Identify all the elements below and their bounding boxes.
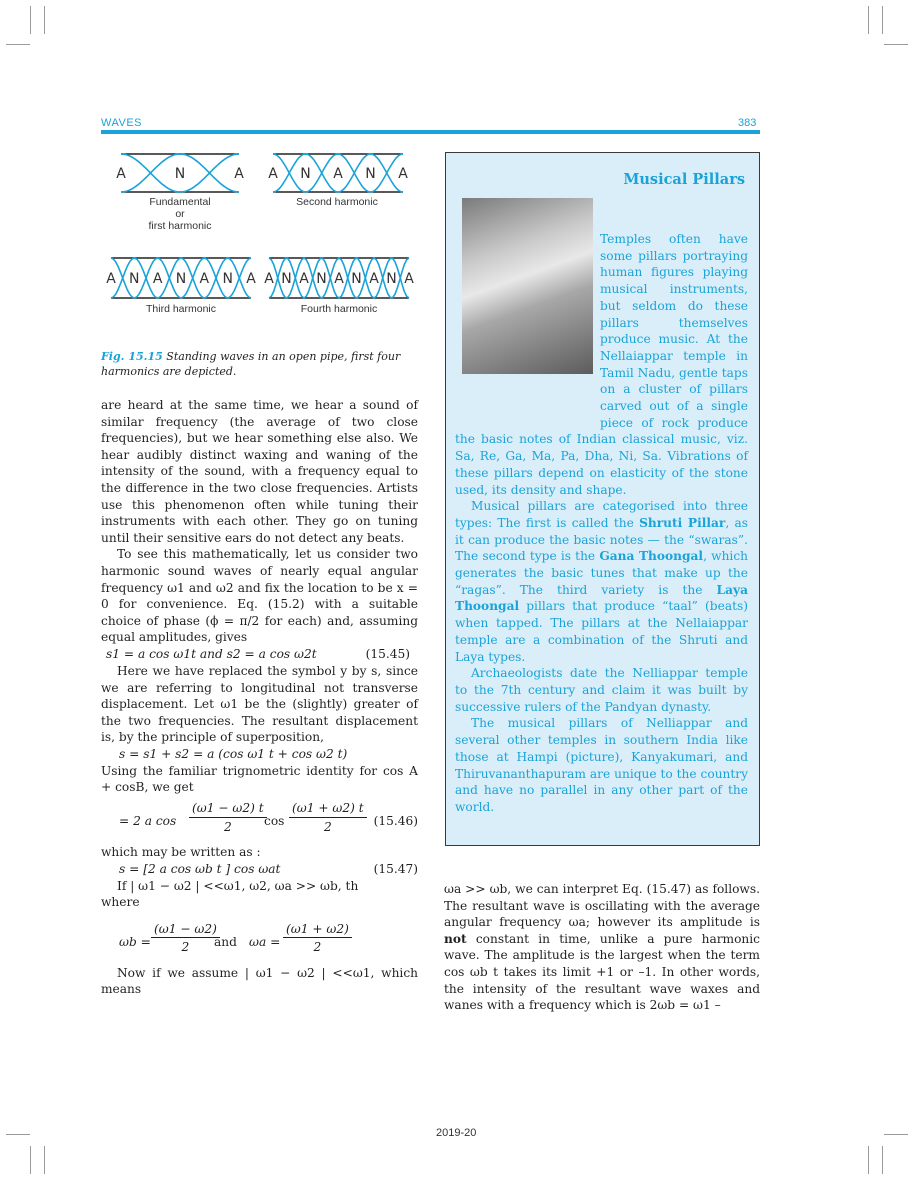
paragraph: are heard at the same time, we hear a sound of similar frequency (the average of two close frequencies), but we hear something else also. We hear audibly distinct waxing and waning of the intensity of the sound, with a frequency equal to the difference in the two close frequencies. Artists use this phenomenon often while tuning their instruments with each other. They go on tuning until their sensitive ears do not detect any beats. [101,398,418,545]
antinode-label: A [234,166,244,182]
text-run: ωa >> ωb, we can interpret Eq. (15.47) as follows. The resultant wave is oscillating with the average angular frequency ωa; however its amplitude is [444,882,760,930]
equation-text: = 2 a cos [119,814,177,829]
footer-year: 2019-20 [436,1127,477,1139]
paragraph: Now if we assume | ω1 − ω2 | <<ω1, which means [101,965,418,997]
equation-text: s1 = a cos ω1t and s2 = a cos ω2t [106,646,317,661]
equation-text: cos [264,814,285,829]
antinode-label: A [333,166,343,182]
box-text [455,191,748,816]
node-label: N [365,166,376,182]
right-column [444,881,760,1014]
crop-mark [44,1146,45,1174]
panel-label-fundamental: Fundamental or first harmonic [148,196,212,232]
box-paragraph: The musical pillars of Nelliappar and several other temples in southern India like those at Hampi (picture), Kanyakumari, and Thiruvananthapuram are unique to the country and have no parallel in any other part of the world. [455,716,748,814]
node-label: N [316,271,327,287]
page-number: 383 [738,117,757,129]
fraction [289,800,367,835]
box-title: Musical Pillars [623,171,745,188]
box-paragraph: Archaeologists date the Nelliappar temple to the 7th century and claim it was built by successive rulers of the Pandyan dynasty. [455,666,748,714]
paragraph: If | ω1 − ω2 | <<ω1, ω2, ωa >> ωb, th [117,878,359,893]
equation-text: and [214,934,237,949]
equation-text: s = [2 a cos ωb t ] cos ωat [119,861,281,876]
harmonic-panel-1 [116,154,244,192]
antinode-label: A [264,271,274,287]
paragraph [444,881,760,1014]
laya-thoongal-term: Laya Thoongal [455,582,748,614]
crop-mark [30,6,31,34]
emphasis-not: not [444,931,467,946]
fraction [189,800,267,835]
equation-15-45 [101,646,418,663]
equation-text: ωa = [249,934,281,949]
box-text-run: Musical pillars are categorised into three types: The first is called the [455,499,748,530]
fraction [283,921,352,956]
equation-number: (15.45) [365,646,410,661]
equation-number: (15.47) [373,861,418,876]
equation-text: ωb = [119,934,151,949]
equation-15-46 [101,800,418,844]
node-label: N [281,271,292,287]
crop-mark [868,1146,869,1174]
paragraph: where [101,895,140,910]
crop-mark [884,44,908,45]
shruti-pillar-term: Shruti Pillar [639,515,726,530]
crop-mark [6,1134,30,1135]
denominator: 2 [181,940,190,955]
text-run: constant in time, unlike a pure harmonic wave. The amplitude is the largest when the term cos ωb t takes its limit +1 or –1. In other words, the intensity of the resultant wave waxes and wanes with a frequency which is 2ωb = ω1 – [444,931,760,1013]
harmonic-panel-2 [268,154,408,192]
node-label: N [129,271,140,287]
box-paragraph: Temples often have some pillars portraying human figures playing musical instruments, but seldom do these pillars themselves produce music. At the Nellaiappar temple in Tamil Nadu, gentle taps on a cluster of pillars carved out of a single piece of rock produce the basic notes of Indian classical music, viz. Sa, Re, Ga, Ma, Pa, Dha, Ni, Sa. Vibrations of these pillars depend on elasticity of the stone used, its density and shape. [455,232,748,497]
box-paragraph [455,498,748,665]
numerator: (ω1 − ω2) t [189,800,267,818]
box-text-run: , as it can produce the basic notes — the “swaras”. The second type is the [455,515,748,564]
numerator: (ω1 + ω2) [283,921,352,939]
antinode-label: A [246,271,256,287]
antinode-label: A [404,271,414,287]
equation-omega-definitions [101,921,418,965]
antinode-label: A [106,271,116,287]
denominator: 2 [323,819,332,834]
numerator: (ω1 − ω2) [151,921,220,939]
crop-mark [44,6,45,34]
paragraph: which may be written as : [101,845,261,860]
antinode-label: A [199,271,210,287]
node-label: N [386,271,397,287]
numerator: (ω1 + ω2) t [289,800,367,818]
antinode-label: A [398,166,408,182]
paragraph: Here we have replaced the symbol y by s, since we are referring to longitudinal not transverse displacement. Let ω1 be the (slightly) greater of the two frequencies. The resultant displacement is, by the principle of superposition, [101,663,418,745]
crop-mark [882,6,883,34]
photo-spacer [455,231,600,431]
antinode-label: A [299,271,309,287]
antinode-label: A [152,271,163,287]
figure-caption-text: Standing waves in an open pipe, first four harmonics are depicted. [101,350,401,378]
box-text-run: , which generates the basic tunes that make up the “ragas”. The third variety is the [455,549,748,597]
equation-superposition [101,746,418,763]
crop-mark [882,1146,883,1174]
panel-label-fourth: Fourth harmonic [300,303,378,315]
crop-mark [884,1134,908,1135]
figure-number: Fig. 15.15 [101,350,163,363]
fraction [151,921,220,956]
node-label: N [222,271,233,287]
equation-number: (15.46) [373,814,418,829]
antinode-label: A [116,166,126,182]
antinode-label: A [334,271,344,287]
equation-text: s = s1 + s2 = a (cos ω1 t + cos ω2 t) [119,746,348,761]
musical-pillars-box [445,152,760,846]
harmonic-panel-4 [264,258,414,298]
crop-mark [30,1146,31,1174]
standing-waves-diagram [101,148,421,348]
antinode-label: A [369,271,379,287]
box-text-run: pillars that produce “taal” (beats) when tapped. The pillars at the Nellaiappar temple are a combination of the Shruti and Laya types. [455,599,748,664]
gana-thoongal-term: Gana Thoongal [599,549,704,564]
node-label: N [175,271,187,287]
panel-label-second: Second harmonic [296,196,378,208]
left-column [101,397,418,998]
node-label: N [300,166,311,182]
node-label: N [351,271,362,287]
denominator: 2 [313,940,322,955]
figure-caption [101,349,423,379]
paragraph: Using the familiar trignometric identity for cos A + cosB, we get [101,763,418,795]
standing-waves-figure [101,148,421,378]
panel-label-third: Third harmonic [145,303,217,315]
denominator: 2 [223,819,232,834]
paragraph: To see this mathematically, let us consider two harmonic sound waves of nearly equal angular frequency ω1 and ω2 and fix the location to be x = 0 for convenience. Eq. (15.2) with a suitable choice of phase (ϕ = π/2 for each) and, assuming equal amplitudes, gives [101,547,418,645]
running-header-section: WAVES [101,117,143,129]
antinode-label: A [268,166,278,182]
crop-mark [6,44,30,45]
equation-15-47 [101,861,418,878]
node-label: N [174,166,186,182]
crop-mark [868,6,869,34]
header-rule [101,130,760,134]
harmonic-panel-3 [106,258,256,298]
